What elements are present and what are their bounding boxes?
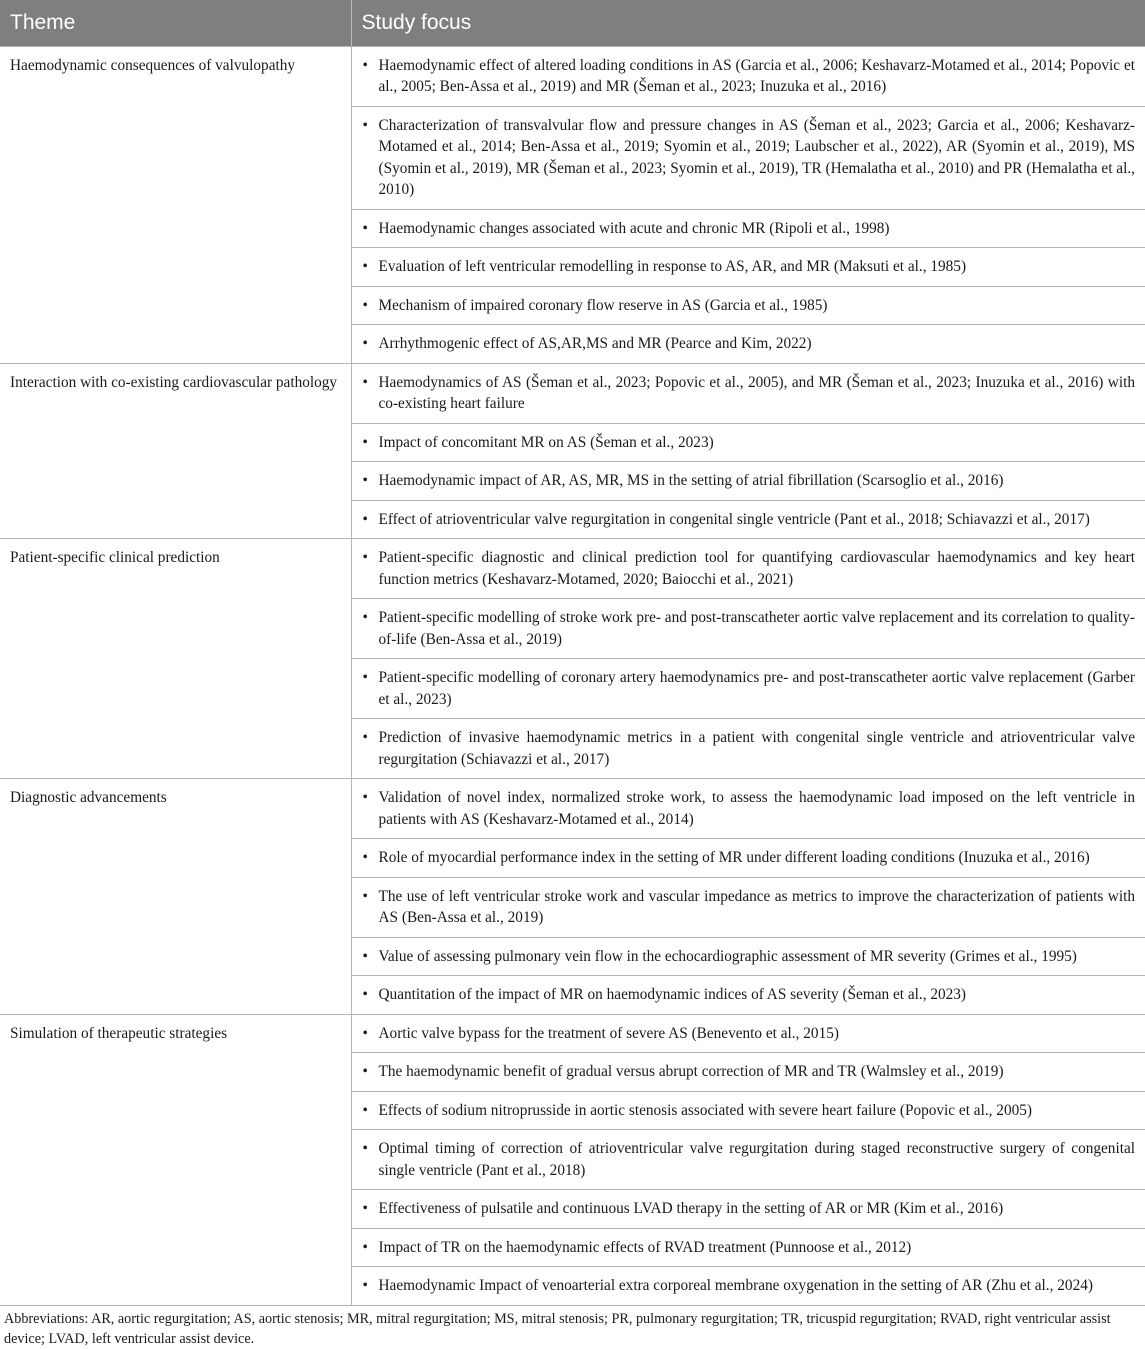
- bullet-icon: •: [363, 218, 368, 240]
- study-focus-text: Haemodynamic effect of altered loading conditions in AS (Garcia et al., 2006; Keshavarz-Motamed et al., 2014; Popovic et al., 2005; Ben-Assa et al., 2019) and MR (Šeman et al., 2023; Inuzuka et al., 2016): [379, 57, 1136, 96]
- theme-cell: Interaction with co-existing cardiovascular pathology: [0, 363, 351, 539]
- study-focus-item: [352, 423, 1145, 462]
- bullet-icon: •: [363, 946, 368, 968]
- study-focus-item: [352, 1052, 1145, 1091]
- study-focus-item: [352, 838, 1145, 877]
- study-focus-text: Role of myocardial performance index in the setting of MR under different loading conditions (Inuzuka et al., 2016): [379, 849, 1090, 866]
- study-focus-cell: [351, 46, 1145, 363]
- bullet-icon: •: [363, 607, 368, 629]
- study-focus-item: [352, 975, 1145, 1014]
- study-focus-item: [352, 658, 1145, 718]
- study-focus-text: Validation of novel index, normalized stroke work, to assess the haemodynamic load imposed on the left ventricle in patients with AS (Keshavarz-Motamed et al., 2014): [379, 789, 1136, 828]
- bullet-icon: •: [363, 1198, 368, 1220]
- study-focus-item: [352, 247, 1145, 286]
- header-study-focus: Study focus: [351, 0, 1145, 46]
- study-focus-text: Quantitation of the impact of MR on haemodynamic indices of AS severity (Šeman et al., 2023): [379, 986, 967, 1003]
- table-header-row: [0, 0, 1145, 46]
- bullet-icon: •: [363, 295, 368, 317]
- bullet-icon: •: [363, 667, 368, 689]
- bullet-icon: •: [363, 727, 368, 749]
- study-focus-item: [352, 1129, 1145, 1189]
- study-focus-cell: [351, 539, 1145, 779]
- bullet-icon: •: [363, 1138, 368, 1160]
- study-focus-text: Optimal timing of correction of atrioventricular valve regurgitation during staged reconstructive surgery of congenital single ventricle (Pant et al., 2018): [379, 1140, 1136, 1179]
- bullet-icon: •: [363, 256, 368, 278]
- study-focus-item: [352, 539, 1145, 598]
- bullet-icon: •: [363, 1275, 368, 1297]
- bullet-icon: •: [363, 115, 368, 137]
- study-focus-text: Patient-specific modelling of stroke work pre- and post-transcatheter aortic valve replacement and its correlation to quality-of-life (Ben-Assa et al., 2019): [379, 609, 1136, 648]
- table-body: [0, 46, 1145, 1305]
- study-focus-text: Haemodynamic Impact of venoarterial extra corporeal membrane oxygenation in the setting of AR (Zhu et al., 2024): [379, 1277, 1093, 1294]
- study-focus-item: [352, 937, 1145, 976]
- study-focus-text: Impact of TR on the haemodynamic effects of RVAD treatment (Punnoose et al., 2012): [379, 1239, 912, 1256]
- bullet-icon: •: [363, 1061, 368, 1083]
- study-focus-text: Characterization of transvalvular flow and pressure changes in AS (Šeman et al., 2023; Garcia et al., 2006; Keshavarz-Motamed et al., 2014; Ben-Assa et al., 2019; Syomin et al., 2019; Laubscher et al., 2022), AR (Syomin et al., 2019), MS (Syomin et al., 2019), MR (Šeman et al., 2023; Syomin et al., 2019), TR (Hemalatha et al., 2010) and PR (Hemalatha et al., 2010): [379, 117, 1136, 199]
- study-focus-item: [352, 106, 1145, 209]
- study-focus-item: [352, 779, 1145, 838]
- study-focus-item: [352, 1015, 1145, 1053]
- study-focus-item: [352, 877, 1145, 937]
- header-theme: Theme: [0, 0, 351, 46]
- study-focus-item: [352, 364, 1145, 423]
- study-focus-text: Effect of atrioventricular valve regurgitation in congenital single ventricle (Pant et al., 2018; Schiavazzi et al., 2017): [379, 511, 1090, 528]
- study-focus-item: [352, 47, 1145, 106]
- table-row: [0, 46, 1145, 363]
- bullet-icon: •: [363, 886, 368, 908]
- study-focus-item: [352, 718, 1145, 778]
- bullet-icon: •: [363, 432, 368, 454]
- theme-cell: Patient-specific clinical prediction: [0, 539, 351, 779]
- study-focus-text: Patient-specific diagnostic and clinical prediction tool for quantifying cardiovascular haemodynamics and key heart function metrics (Keshavarz-Motamed, 2020; Baiocchi et al., 2021): [379, 549, 1136, 588]
- bullet-icon: •: [363, 1237, 368, 1259]
- study-focus-text: Haemodynamic impact of AR, AS, MR, MS in the setting of atrial fibrillation (Scarsoglio et al., 2016): [379, 472, 1004, 489]
- study-focus-text: Mechanism of impaired coronary flow reserve in AS (Garcia et al., 1985): [379, 297, 828, 314]
- study-focus-text: Prediction of invasive haemodynamic metrics in a patient with congenital single ventricle and atrioventricular valve regurgitation (Schiavazzi et al., 2017): [379, 729, 1136, 768]
- study-focus-text: Impact of concomitant MR on AS (Šeman et al., 2023): [379, 434, 714, 451]
- study-focus-text: Haemodynamics of AS (Šeman et al., 2023; Popovic et al., 2005), and MR (Šeman et al., 2023; Inuzuka et al., 2016) with co-existing heart failure: [379, 374, 1136, 413]
- table-row: [0, 539, 1145, 779]
- study-focus-text: Aortic valve bypass for the treatment of severe AS (Benevento et al., 2015): [379, 1025, 839, 1042]
- bullet-icon: •: [363, 470, 368, 492]
- study-focus-item: [352, 1266, 1145, 1305]
- study-focus-text: Effectiveness of pulsatile and continuous LVAD therapy in the setting of AR or MR (Kim et al., 2016): [379, 1200, 1004, 1217]
- study-focus-text: Effects of sodium nitroprusside in aortic stenosis associated with severe heart failure (Popovic et al., 2005): [379, 1102, 1033, 1119]
- study-focus-text: The use of left ventricular stroke work and vascular impedance as metrics to improve the characterization of patients with AS (Ben-Assa et al., 2019): [379, 888, 1136, 927]
- study-focus-item: [352, 1228, 1145, 1267]
- study-focus-text: Haemodynamic changes associated with acute and chronic MR (Ripoli et al., 1998): [379, 220, 890, 237]
- bullet-icon: •: [363, 333, 368, 355]
- table-row: [0, 363, 1145, 539]
- bullet-icon: •: [363, 984, 368, 1006]
- study-focus-item: [352, 461, 1145, 500]
- study-focus-cell: [351, 363, 1145, 539]
- study-focus-item: [352, 324, 1145, 363]
- study-focus-text: Arrhythmogenic effect of AS,AR,MS and MR (Pearce and Kim, 2022): [379, 335, 812, 352]
- study-focus-item: [352, 598, 1145, 658]
- study-focus-cell: [351, 779, 1145, 1015]
- theme-cell: Haemodynamic consequences of valvulopathy: [0, 46, 351, 363]
- abbreviations-footnote: Abbreviations: AR, aortic regurgitation; AS, aortic stenosis; MR, mitral regurgitation; MS, mitral stenosis; PR, pulmonary regurgitation; TR, tricuspid regurgitation; RVAD, right ventricular assist device; LVAD, left ventricular assist device.: [0, 1306, 1145, 1349]
- table-row: [0, 779, 1145, 1015]
- bullet-icon: •: [363, 547, 368, 569]
- table-row: [0, 1014, 1145, 1305]
- bullet-icon: •: [363, 1100, 368, 1122]
- bullet-icon: •: [363, 1023, 368, 1045]
- study-focus-item: [352, 286, 1145, 325]
- bullet-icon: •: [363, 847, 368, 869]
- bullet-icon: •: [363, 787, 368, 809]
- bullet-icon: •: [363, 509, 368, 531]
- study-focus-cell: [351, 1014, 1145, 1305]
- study-focus-item: [352, 209, 1145, 248]
- theme-cell: Simulation of therapeutic strategies: [0, 1014, 351, 1305]
- bullet-icon: •: [363, 372, 368, 394]
- study-focus-text: The haemodynamic benefit of gradual versus abrupt correction of MR and TR (Walmsley et al., 2019): [379, 1063, 1004, 1080]
- study-focus-text: Patient-specific modelling of coronary artery haemodynamics pre- and post-transcatheter aortic valve replacement (Garber et al., 2023): [379, 669, 1136, 708]
- study-focus-text: Value of assessing pulmonary vein flow in the echocardiographic assessment of MR severity (Grimes et al., 1995): [379, 948, 1077, 965]
- bullet-icon: •: [363, 55, 368, 77]
- study-focus-item: [352, 1091, 1145, 1130]
- theme-cell: Diagnostic advancements: [0, 779, 351, 1015]
- study-focus-item: [352, 1189, 1145, 1228]
- study-focus-text: Evaluation of left ventricular remodelling in response to AS, AR, and MR (Maksuti et al., 1985): [379, 258, 967, 275]
- study-focus-item: [352, 500, 1145, 539]
